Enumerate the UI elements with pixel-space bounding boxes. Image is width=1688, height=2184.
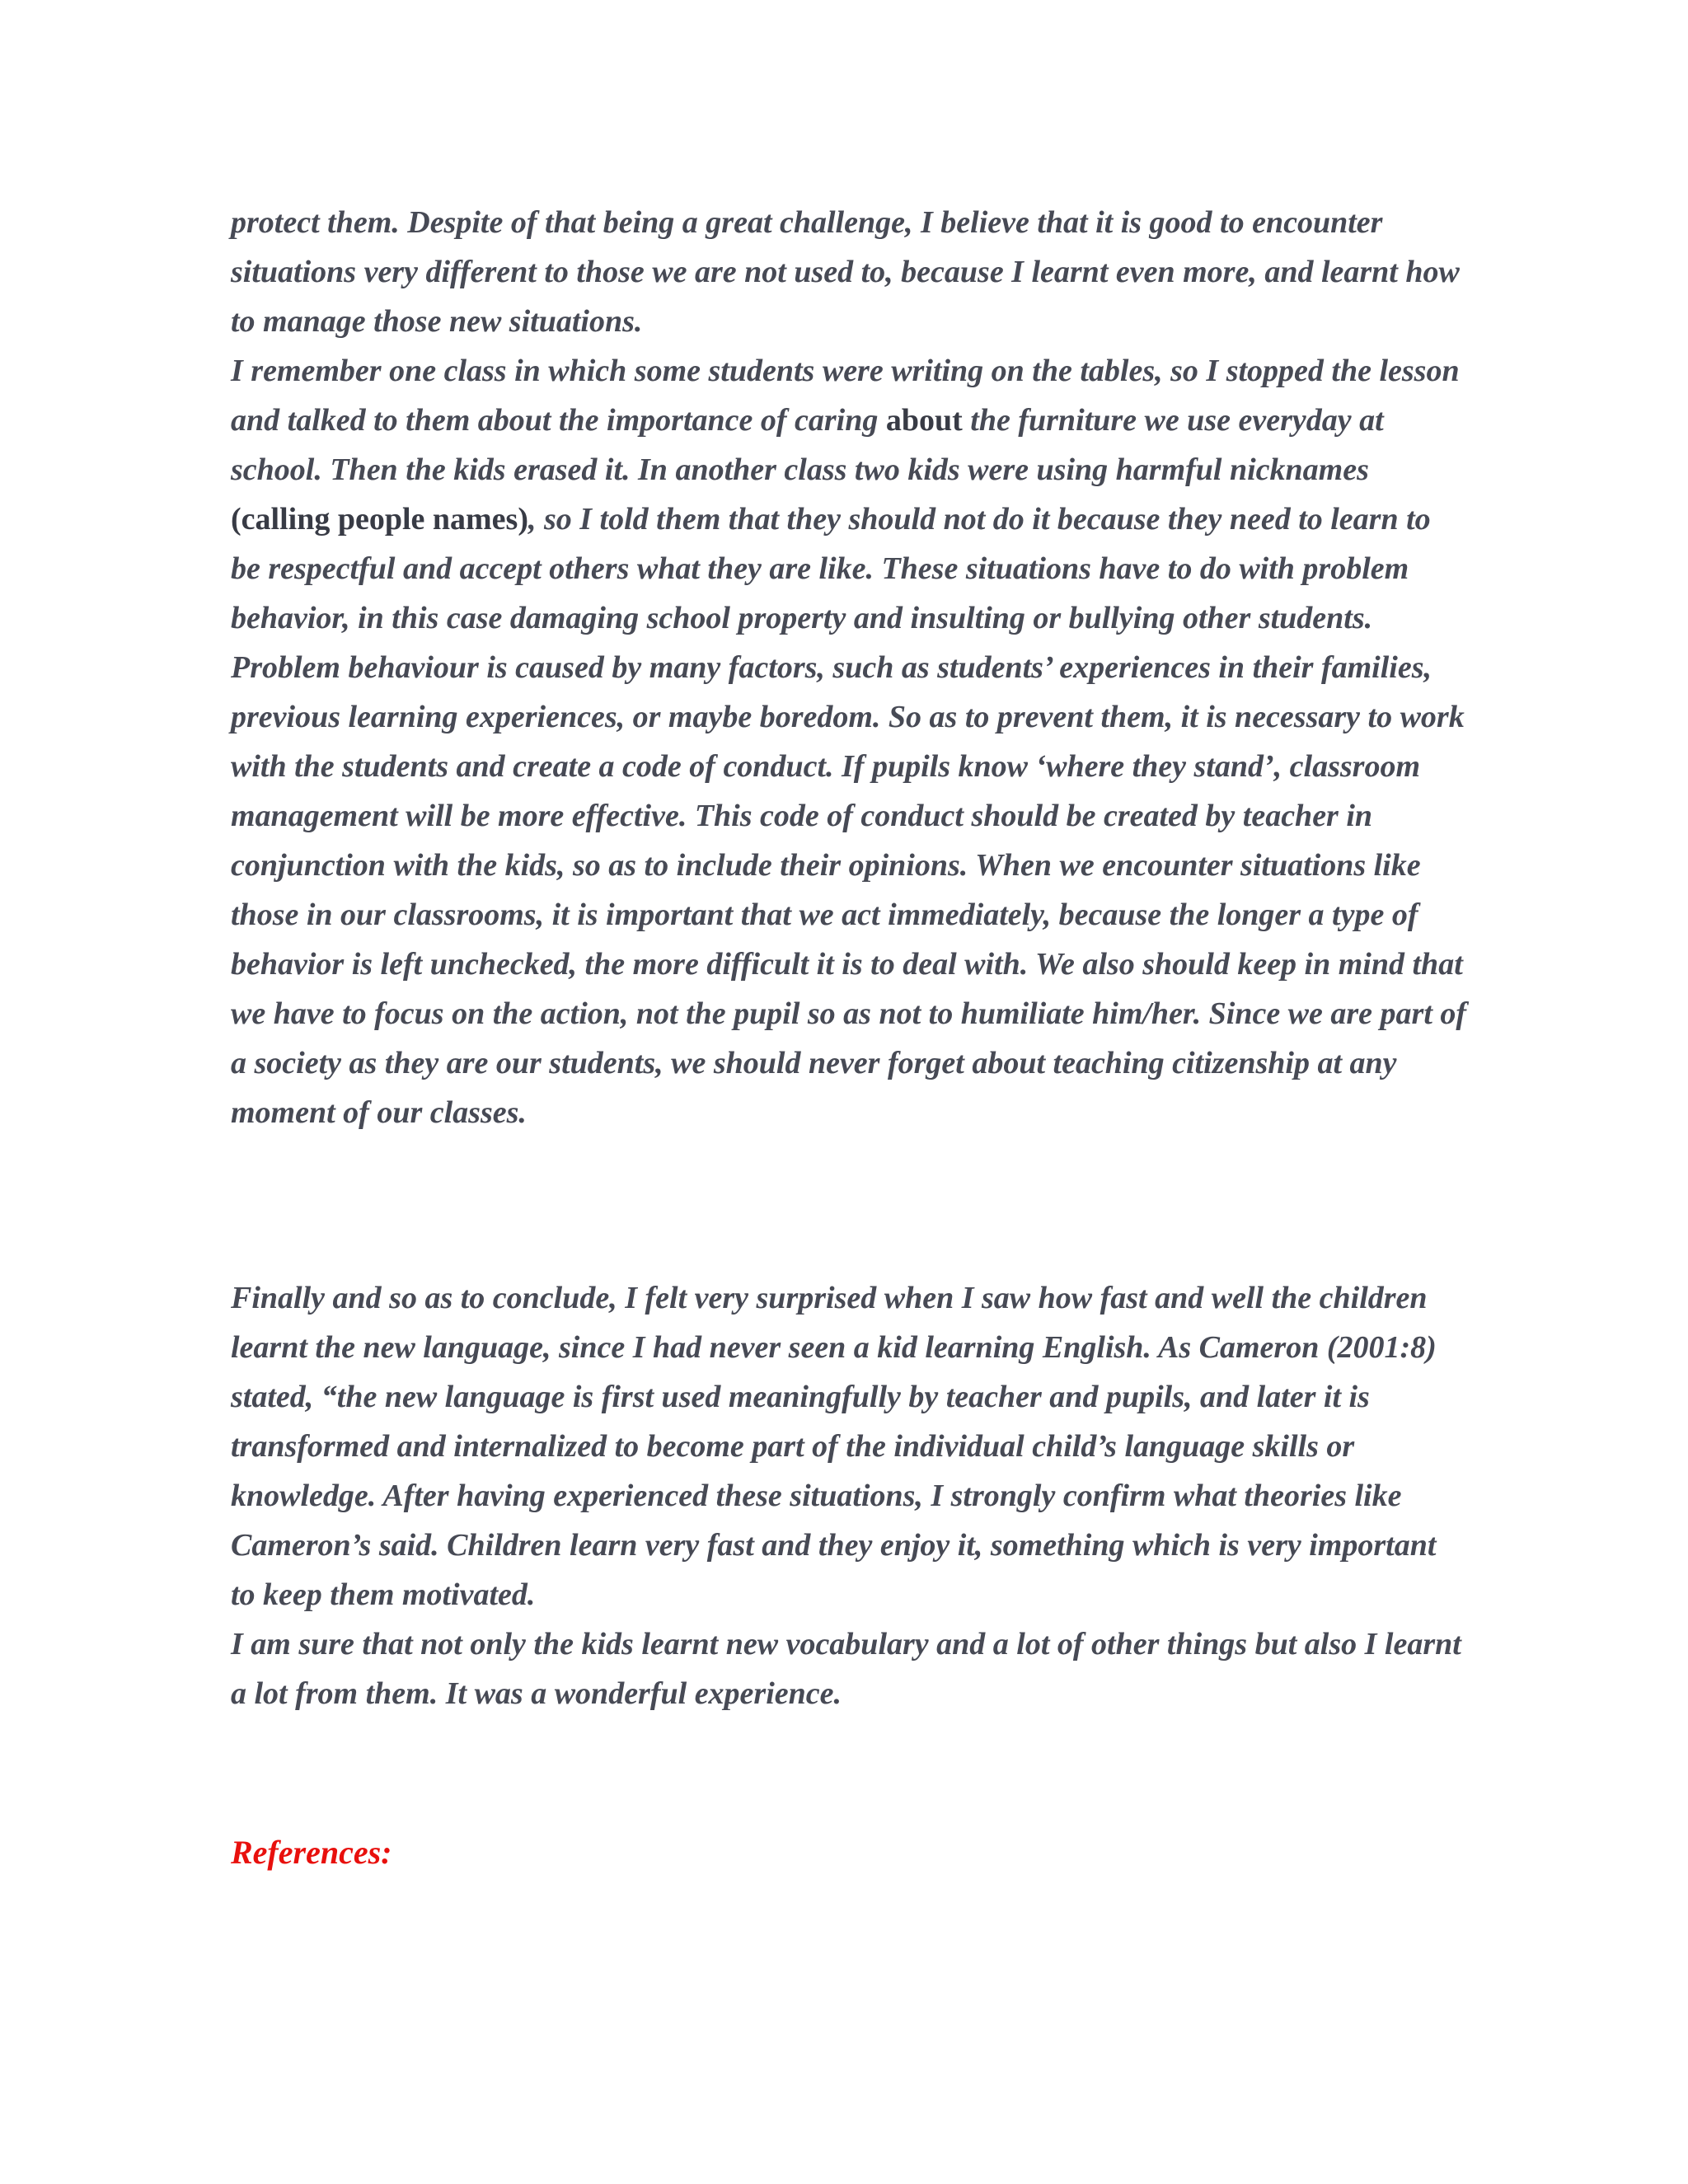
paragraph-text: , so I told them that they should not do it because they need to learn to be respectful and accept others what they are like. These situations have to do with problem behavior, in this case damaging school property and insulting or bullying other students. Problem behaviour is caused by many factors, such as students’ experiences in their families, previous learning experiences, or maybe boredom. So as to prevent them, it is necessary to work with the students and create a code of conduct. If pupils know ‘where they stand’, classroom management will be more effective. This code of conduct should be created by teacher in conjunction with the kids, so as to include their opinions. When we encounter situations like those in our classrooms, it is important that we act immediately, because the longer a type of behavior is left unchecked, the more difficult it is to deal with. We also should keep in mind that we have to focus on the action, not the pupil so as not to humiliate him/her. Since we are part of a society as they are our students, we should never forget about teaching citizenship at any moment of our classes. [231,502,1467,1130]
paragraph-conclusion: Finally and so as to conclude, I felt very surprised when I saw how fast and well the children learnt the new language, since I had never seen a kid learning English. As Cameron (2001:8) stated, “the new language is first used meaningfully by teacher and pupils, and later it is transformed and internalized to become part of the individual child’s language skills or knowledge. After having experienced these situations, I strongly confirm what theories like Cameron’s said. Children learn very fast and they enjoy it, something which is very important to keep them motivated. [231,1281,1437,1612]
paragraph-continuation: protect them. Despite of that being a great challenge, I believe that it is good to encounter situations very different to those we are not used to, because I learnt even more, and learnt how to manage those new situations. [231,205,1460,339]
body-text-block-1 [231,198,1467,1137]
emphasis-calling-names: (calling people names) [231,502,528,537]
paragraph-classroom-behavior [231,346,1467,1137]
paragraph-closing: I am sure that not only the kids learnt new vocabulary and a lot of other things but also I learnt a lot from them. It was a wonderful experience. [231,1627,1461,1711]
body-text-block-2 [231,1273,1467,1718]
paragraph-text: I remember one class in which some students were writing on the tables, so I stopped the lesson and talked to them about the importance of caring [231,354,1460,438]
paragraph-text: the furniture we use everyday at school. Then the kids erased it. In another class two kids were using harmful nicknames [231,403,1384,487]
emphasis-about: about [885,403,963,438]
references-heading: References: [231,1834,392,1871]
